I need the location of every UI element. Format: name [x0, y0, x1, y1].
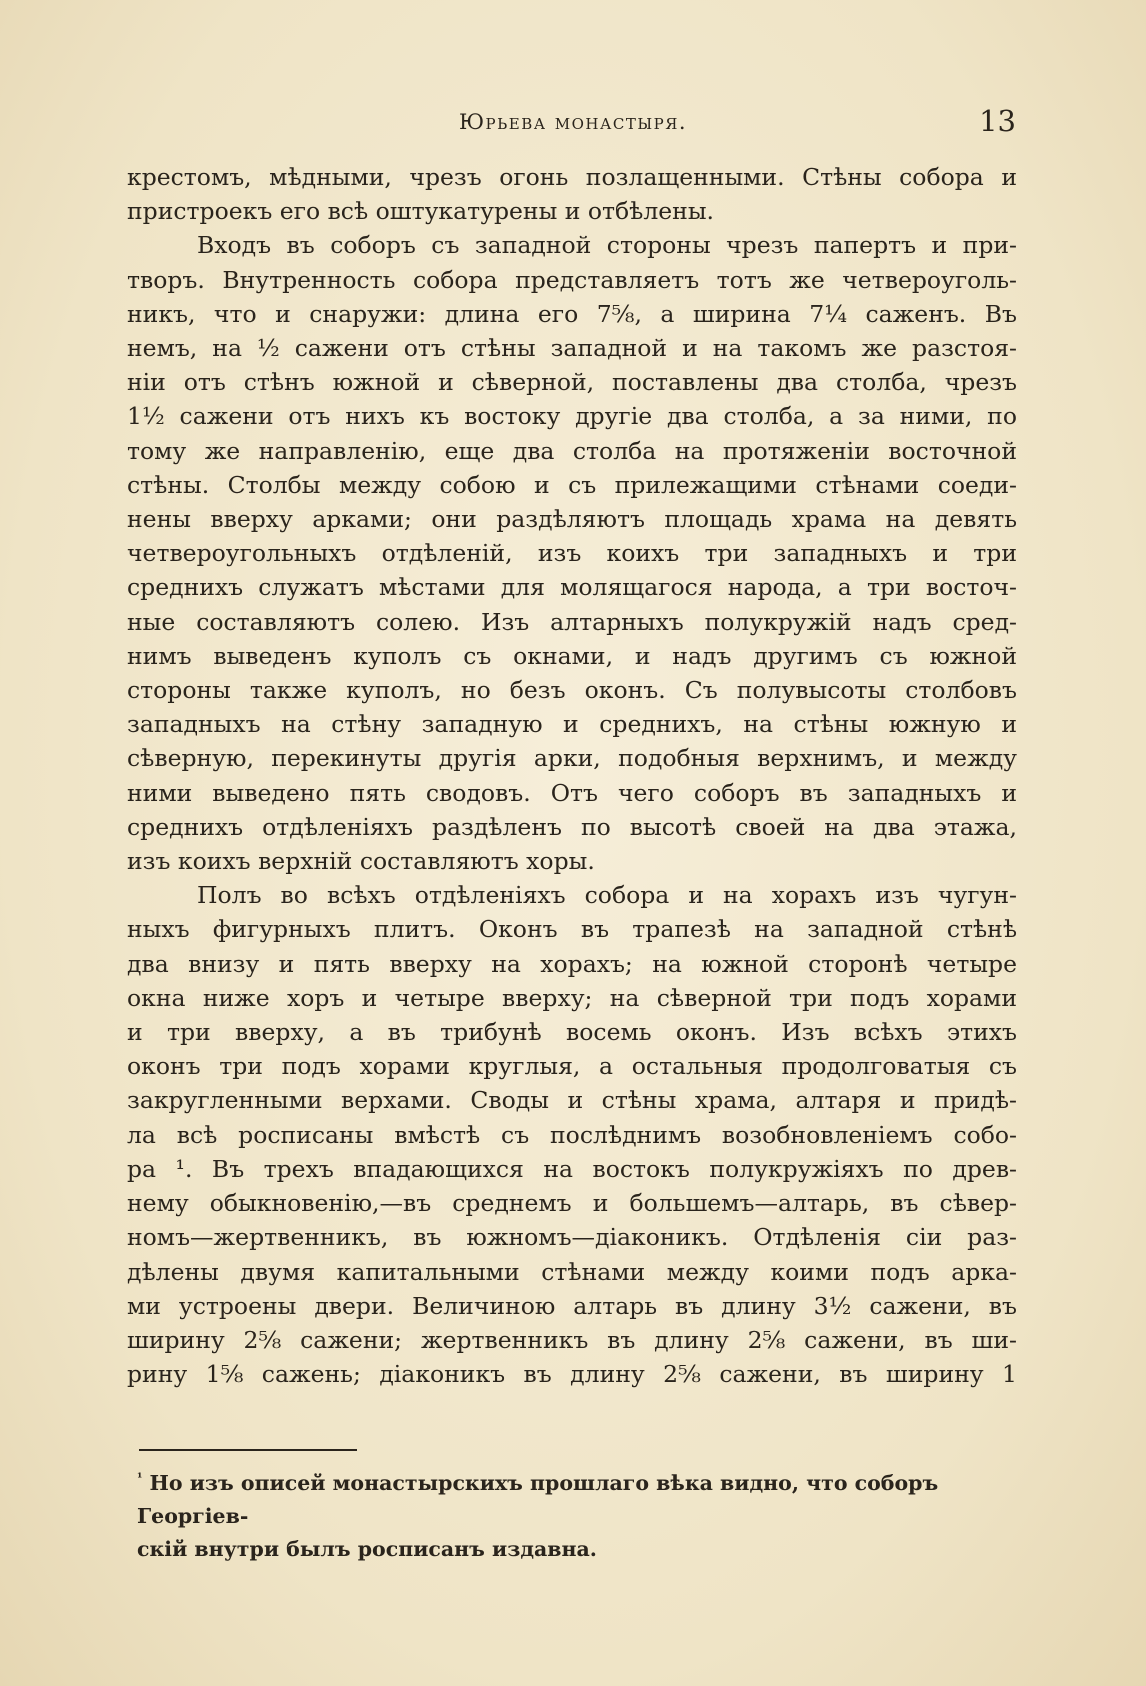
text-line: ніи отъ стѣнъ южной и сѣверной, поставлены два столба, чрезъ — [127, 368, 1017, 397]
text-line: изъ коихъ верхній составляютъ хоры. — [127, 847, 595, 876]
text-line: нены вверху арками; они раздѣляютъ площадь храма на девять — [127, 505, 1017, 534]
text-line: нимъ выведенъ куполъ съ окнами, и надъ другимъ съ южной — [127, 641, 1017, 670]
text-line: номъ—жертвенникъ, въ южномъ—діаконикъ. Отдѣленія сіи раз- — [127, 1223, 1017, 1252]
page-number: 13 — [979, 104, 1016, 138]
text-line: оконъ три подъ хорами круглыя, а остальныя продолговатыя съ — [127, 1052, 1017, 1081]
footnote-text: Но изъ описей монастырскихъ прошлаго вѣка видно, что соборъ Георгіев- — [137, 1471, 939, 1528]
paragraph-2 — [127, 228, 1017, 878]
text-line: среднихъ служатъ мѣстами для молящагося народа, а три восточ- — [127, 573, 1017, 602]
text-line: ра ¹. Въ трехъ впадающихся на востокъ полукружіяхъ по древ- — [127, 1154, 1017, 1183]
text-line: ла всѣ росписаны вмѣстѣ съ послѣднимъ возобновленіемъ собо- — [127, 1120, 1017, 1149]
text-line: пристроекъ его всѣ оштукатурены и отбѣлены. — [127, 197, 715, 226]
text-line: окна ниже хоръ и четыре вверху; на сѣверной три подъ хорами — [127, 983, 1017, 1012]
text-line: творъ. Внутренность собора представляетъ тотъ же четвероуголь- — [127, 265, 1017, 294]
footnote-line — [137, 1533, 1017, 1566]
footnote-line — [137, 1467, 1017, 1533]
running-head — [130, 104, 1016, 148]
running-title: Юрьева монастыря. — [459, 110, 687, 134]
paragraph-1 — [127, 160, 1017, 228]
text-line: стѣны. Столбы между собою и съ прилежащими стѣнами соеди- — [127, 470, 1017, 499]
text-line: нему обыкновенію,—въ среднемъ и большемъ—алтарь, въ сѣвер- — [127, 1189, 1017, 1218]
footnote — [137, 1467, 1017, 1566]
paragraph-3 — [127, 878, 1017, 1391]
footnote-text: скій внутри былъ росписанъ издавна. — [137, 1537, 597, 1561]
text-line: ные составляютъ солею. Изъ алтарныхъ полукружій надъ сред- — [127, 607, 1017, 636]
text-line: немъ, на ½ сажени отъ стѣны западной и на такомъ же разстоя- — [127, 334, 1017, 363]
text-line: ныхъ фигурныхъ плитъ. Оконъ въ трапезѣ на западной стѣнѣ — [127, 915, 1017, 944]
text-line: Входъ въ соборъ съ западной стороны чрезъ папертъ и при- — [197, 231, 1017, 260]
text-line: и три вверху, а въ трибунѣ восемь оконъ. Изъ всѣхъ этихъ — [127, 1018, 1017, 1047]
text-line: тому же направленію, еще два столба на протяженіи восточной — [127, 436, 1017, 465]
text-line: среднихъ отдѣленіяхъ раздѣленъ по высотѣ своей на два этажа, — [127, 812, 1017, 841]
footnote-marker: ¹ — [137, 1470, 143, 1486]
text-line: два внизу и пять вверху на хорахъ; на южной сторонѣ четыре — [127, 949, 1017, 978]
text-line: крестомъ, мѣдными, чрезъ огонь позлащенными. Стѣны собора и — [127, 163, 1017, 191]
text-line: четвероугольныхъ отдѣленій, изъ коихъ три западныхъ и три — [127, 539, 1017, 568]
text-line: никъ, что и снаружи: длина его 7⅝, а ширина 7¼ саженъ. Въ — [127, 299, 1017, 328]
text-line: Полъ во всѣхъ отдѣленіяхъ собора и на хорахъ изъ чугун- — [197, 881, 1017, 910]
text-line: закругленными верхами. Своды и стѣны храма, алтаря и придѣ- — [127, 1086, 1017, 1115]
text-line: ми устроены двери. Величиною алтарь въ длину 3½ сажени, въ — [127, 1291, 1017, 1320]
body-text — [127, 160, 1017, 1391]
text-line: 1½ сажени отъ нихъ къ востоку другіе два столба, а за ними, по — [127, 402, 1017, 431]
text-line: ширину 2⅝ сажени; жертвенникъ въ длину 2⅝ сажени, въ ши- — [127, 1325, 1017, 1354]
text-line: ними выведено пять сводовъ. Отъ чего соборъ въ западныхъ и — [127, 778, 1017, 807]
text-line: стороны также куполъ, но безъ оконъ. Съ полувысоты столбовъ — [127, 676, 1017, 705]
text-line: дѣлены двумя капитальными стѣнами между коими подъ арка- — [127, 1257, 1017, 1286]
text-line: западныхъ на стѣну западную и среднихъ, на стѣны южную и — [127, 710, 1017, 739]
text-line: рину 1⅝ сажень; діаконикъ въ длину 2⅝ сажени, въ ширину 1 — [127, 1360, 1017, 1389]
text-line: сѣверную, перекинуты другія арки, подобныя верхнимъ, и между — [127, 744, 1017, 773]
footnote-rule — [139, 1449, 357, 1451]
